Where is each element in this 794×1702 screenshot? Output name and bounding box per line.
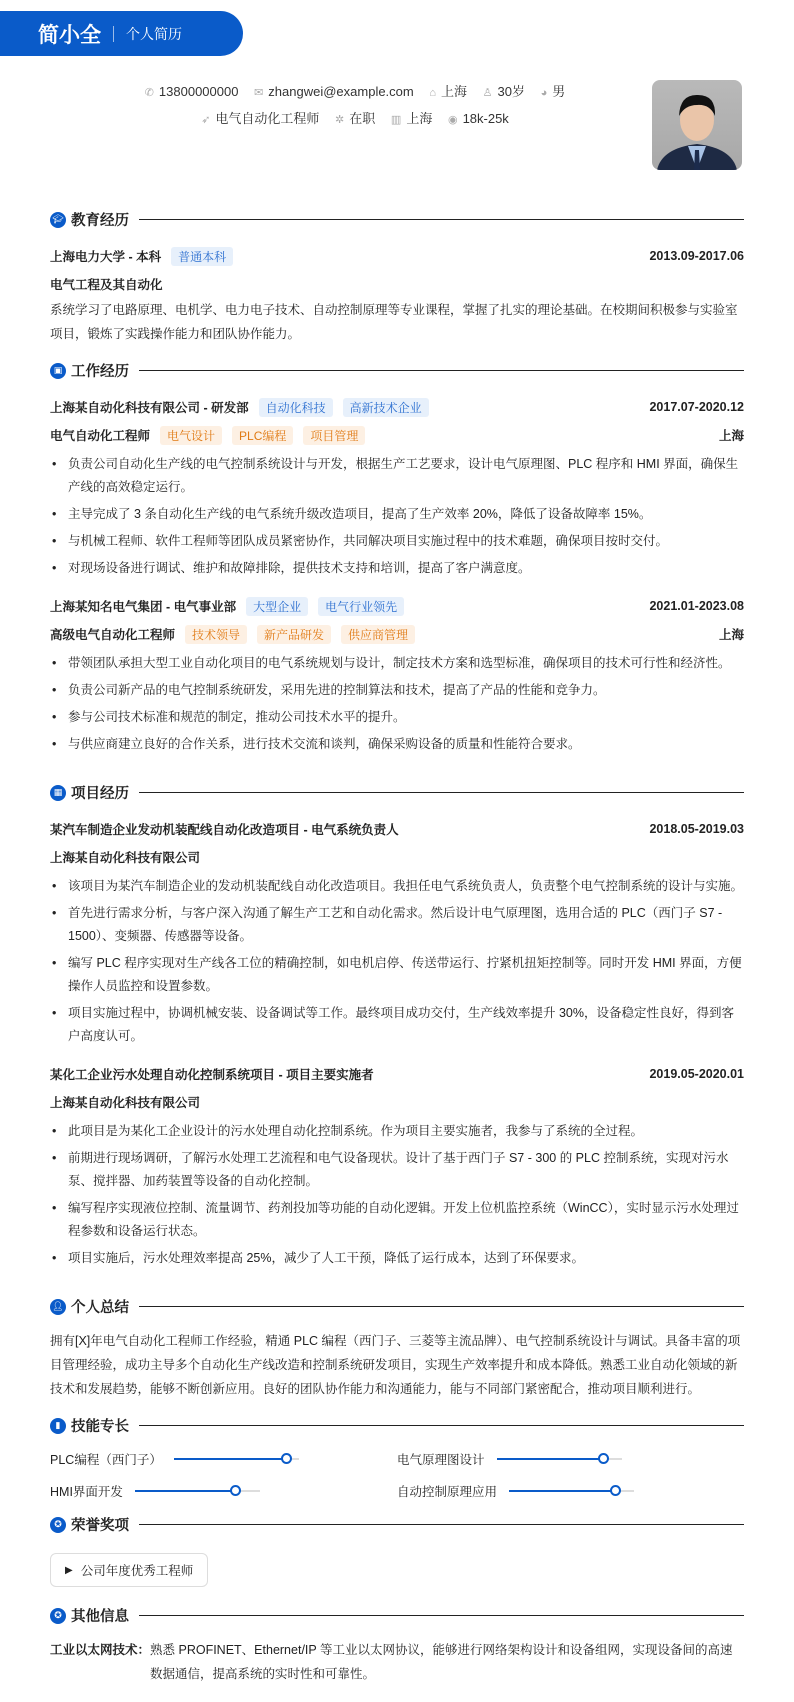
list-item: • 编写程序实现液位控制、流量调节、药剂投加等功能的自动化逻辑。开发上位机监控系统（WinCC），实时显示污水处理过程参数和设备运行状态。 <box>50 1197 744 1243</box>
list-item: • 负责公司新产品的电气控制系统研发，采用先进的控制算法和技术，提高了产品的性能和竞争力。 <box>50 679 744 702</box>
skill-fill <box>135 1490 235 1492</box>
list-item: • 负责公司自动化生产线的电气控制系统设计与开发，根据生产工艺要求，设计电气原理图、PLC 程序和 HMI 界面，确保生产线的高效稳定运行。 <box>50 453 744 499</box>
skill-knob <box>230 1485 241 1496</box>
tag: 普通本科 <box>171 247 233 266</box>
city: 上海 <box>441 84 468 99</box>
bullet-list <box>50 1120 744 1270</box>
company-tag: 电气行业领先 <box>318 597 404 616</box>
skill-tag: 技术领导 <box>185 625 247 644</box>
job-intent-row <box>120 108 590 127</box>
building-icon: ▥ <box>390 114 402 126</box>
list-item: • 与机械工程师、软件工程师等团队成员紧密协作，共同解决项目实施过程中的技术难题，确保项目按时交付。 <box>50 530 744 553</box>
email-icon: ✉ <box>254 87 264 99</box>
spacer <box>50 1274 744 1282</box>
list-item: • 对现场设备进行调试、维护和故障排除，提供技术支持和培训，提高了客户满意度。 <box>50 557 744 580</box>
section-rule <box>139 792 744 794</box>
project-company-row <box>50 1088 744 1116</box>
skill-knob <box>281 1453 292 1464</box>
major: 电气工程及其自动化 <box>50 278 163 292</box>
spacer <box>50 760 744 768</box>
briefcase-icon: ▣ <box>50 363 66 379</box>
skill-bar <box>135 1490 260 1492</box>
section-rule <box>139 370 744 372</box>
gender: 男 <box>552 84 566 99</box>
role-group <box>50 426 365 445</box>
section-rule <box>139 219 744 221</box>
work-city: 上海 <box>406 111 433 126</box>
skill-bar <box>509 1490 634 1492</box>
section-skills <box>50 1415 744 1436</box>
list-item: • 主导完成了 3 条自动化生产线的电气系统升级改造项目，提高了生产效率 20%，降低了设备故障率 15%。 <box>50 503 744 526</box>
list-item: • 此项目是为某化工企业设计的污水处理自动化控制系统。作为项目主要实施者，我参与了系统的全过程。 <box>50 1120 744 1143</box>
list-item: • 首先进行需求分析，与客户深入沟通了解生产工艺和自动化需求。然后设计电气原理图，选用合适的 PLC（西门子 S7 - 1500）、变频器、传感器等设备。 <box>50 902 744 948</box>
graduation-cap-icon: 🎓︎ <box>50 212 66 228</box>
skill-item <box>397 1482 744 1500</box>
bullet-list <box>50 875 744 1048</box>
play-icon: ▶ <box>65 1564 73 1576</box>
email: zhangwei@example.com <box>268 84 414 99</box>
gender-icon: ◕ <box>540 87 548 99</box>
list-item: • 与供应商建立良好的合作关系，进行技术交流和谈判，确保采购设备的质量和性能符合要求。 <box>50 733 744 756</box>
project-name: 某化工企业污水处理自动化控制系统项目 - 项目主要实施者 <box>50 1068 374 1082</box>
salary: 18k-25k <box>462 111 509 126</box>
avatar-photo <box>652 80 742 170</box>
role-row <box>50 620 744 648</box>
age: 30岁 <box>497 84 525 99</box>
company-tag: 自动化科技 <box>259 398 333 417</box>
section-projects <box>50 782 744 803</box>
divider <box>113 26 114 42</box>
company-tag: 大型企业 <box>246 597 308 616</box>
skill-item <box>397 1450 744 1468</box>
section-title: 项目经历 <box>71 786 129 802</box>
project-company: 上海某自动化科技有限公司 <box>50 851 201 865</box>
list-item: • 前期进行现场调研，了解污水处理工艺流程和电气设备现状。设计了基于西门子 S7 - 300 的 PLC 控制系统，实现对污水泵、搅拌器、加药装置等设备的自动化控制。 <box>50 1147 744 1193</box>
role: 高级电气自动化工程师 <box>50 628 176 642</box>
spacer <box>50 1052 744 1060</box>
contact-row <box>120 81 590 100</box>
skill-fill <box>509 1490 615 1492</box>
education-desc: 系统学习了电路原理、电机学、电力电子技术、自动控制原理等专业课程，掌握了扎实的理论基础。在校期间积极参与实验室项目，锻炼了实践操作能力和团队协作能力。 <box>50 303 738 341</box>
resume-name: 简小全 <box>38 23 101 47</box>
section-rule <box>139 1524 744 1526</box>
header-banner <box>0 11 243 56</box>
project-name: 某汽车制造企业发动机装配线自动化改造项目 - 电气系统负责人 <box>50 823 399 837</box>
phone-icon: ✆ <box>144 87 154 99</box>
skill-tag: 供应商管理 <box>341 625 415 644</box>
other-label: 工业以太网技术： <box>50 1643 151 1657</box>
send-icon: ➶ <box>201 114 211 126</box>
role: 电气自动化工程师 <box>50 429 151 443</box>
skill-tag: 电气设计 <box>160 426 222 445</box>
section-rule <box>139 1306 744 1308</box>
company-group <box>50 597 404 616</box>
role-row <box>50 421 744 449</box>
section-title: 技能专长 <box>71 1419 129 1435</box>
list-item: • 参与公司技术标准和规范的制定，推动公司技术水平的提升。 <box>50 706 744 729</box>
skill-knob <box>598 1453 609 1464</box>
section-education <box>50 209 744 230</box>
skill-tag: PLC编程 <box>232 426 293 445</box>
skill-fill <box>174 1458 287 1460</box>
status: 在职 <box>349 111 376 126</box>
position: 电气自动化工程师 <box>215 111 320 126</box>
other-info <box>50 1638 744 1686</box>
award-label: 公司年度优秀工程师 <box>80 1564 194 1578</box>
home-icon: ⌂ <box>429 87 437 99</box>
company-group <box>50 398 429 417</box>
user-icon: 👤︎ <box>50 1299 66 1315</box>
resume-subtitle: 个人简历 <box>126 25 182 42</box>
section-awards <box>50 1514 744 1535</box>
skill-name: PLC编程（西门子） <box>50 1453 162 1467</box>
project-row <box>50 1060 744 1088</box>
school: 上海电力大学 - 本科 <box>50 250 162 264</box>
status-icon: ✲ <box>335 114 345 126</box>
date: 2017.07-2020.12 <box>649 400 744 414</box>
grid-icon: ▦ <box>50 785 66 801</box>
project-company-row <box>50 843 744 871</box>
company-tag: 高新技术企业 <box>343 398 429 417</box>
city: 上海 <box>718 628 744 642</box>
section-title: 个人总结 <box>71 1300 129 1316</box>
skill-tag: 项目管理 <box>303 426 365 445</box>
skill-tag: 新产品研发 <box>257 625 331 644</box>
section-other <box>50 1605 744 1626</box>
award-icon: ✪ <box>50 1517 66 1533</box>
section-title: 其他信息 <box>71 1609 129 1625</box>
skill-name: 电气原理图设计 <box>397 1453 485 1467</box>
list-item: • 该项目为某汽车制造企业的发动机装配线自动化改造项目。我担任电气系统负责人，负责整个电气控制系统的设计与实施。 <box>50 875 744 898</box>
company: 上海某自动化科技有限公司 - 研发部 <box>50 401 249 415</box>
section-work <box>50 360 744 381</box>
section-rule <box>139 1615 744 1617</box>
list-item: • 编写 PLC 程序实现对生产线各工位的精确控制，如电机启停、传送带运行、拧紧机扭矩控制等。同时开发 HMI 界面，方便操作人员监控和设置参数。 <box>50 952 744 998</box>
salary-icon: ◉ <box>447 114 458 126</box>
chart-icon: ▮ <box>50 1418 66 1434</box>
resume-body <box>50 195 744 1686</box>
skill-knob <box>610 1485 621 1496</box>
company: 上海某知名电气集团 - 电气事业部 <box>50 600 237 614</box>
section-title: 工作经历 <box>71 364 129 380</box>
date: 2013.09-2017.06 <box>649 249 744 263</box>
summary-text: 拥有[X]年电气自动化工程师工作经验，精通 PLC 编程（西门子、三菱等主流品牌）、电气控制系统设计与调试。具备丰富的项目管理经验，成功主导多个自动化生产线改造和控制系统研发项目，实现生产效率提升和成本降低。熟悉工业自动化领域的新技术和发展趋势，能够不断创新应用。良好的团队协作能力和沟通能力，能与不同部门紧密配合，推动项目顺利进行。 <box>50 1334 741 1396</box>
date: 2021.01-2023.08 <box>649 599 744 613</box>
role-group <box>50 625 415 644</box>
skill-item <box>50 1450 397 1468</box>
project-row <box>50 815 744 843</box>
other-text: 熟悉 PROFINET、Ethernet/IP 等工业以太网协议，能够进行网络架构设计和设备组网，实现设备间的高速数据通信，提高系统的实时性和可靠性。 <box>150 1643 733 1681</box>
city: 上海 <box>718 429 744 443</box>
company-row <box>50 393 744 421</box>
list-item: • 项目实施过程中，协调机械安装、设备调试等工作。最终项目成功交付，生产线效率提升 30%，设备稳定性良好，得到客户高度认可。 <box>50 1002 744 1048</box>
section-summary <box>50 1296 744 1317</box>
skill-bar <box>174 1458 299 1460</box>
section-title: 教育经历 <box>71 213 129 229</box>
date: 2019.05-2020.01 <box>649 1067 744 1081</box>
section-title: 荣誉奖项 <box>71 1518 129 1534</box>
bullet-list <box>50 652 744 756</box>
project-company: 上海某自动化科技有限公司 <box>50 1096 201 1110</box>
phone: 13800000000 <box>158 84 239 99</box>
skill-fill <box>497 1458 603 1460</box>
skill-name: 自动控制原理应用 <box>397 1485 498 1499</box>
section-rule <box>139 1425 744 1427</box>
info-icon: ✪ <box>50 1608 66 1624</box>
age-icon: ♙ <box>482 87 493 99</box>
skill-item <box>50 1482 397 1500</box>
skill-bar <box>497 1458 622 1460</box>
bullet-list <box>50 453 744 580</box>
skill-name: HMI界面开发 <box>50 1485 123 1499</box>
list-item: • 项目实施后，污水处理效率提高 25%，减少了人工干预，降低了运行成本，达到了环保要求。 <box>50 1247 744 1270</box>
spacer <box>50 584 744 592</box>
company-row <box>50 592 744 620</box>
award-item <box>50 1553 208 1587</box>
list-item: • 带领团队承担大型工业自动化项目的电气系统规划与设计，制定技术方案和选型标准，确保项目的技术可行性和经济性。 <box>50 652 744 675</box>
date: 2018.05-2019.03 <box>649 822 744 836</box>
